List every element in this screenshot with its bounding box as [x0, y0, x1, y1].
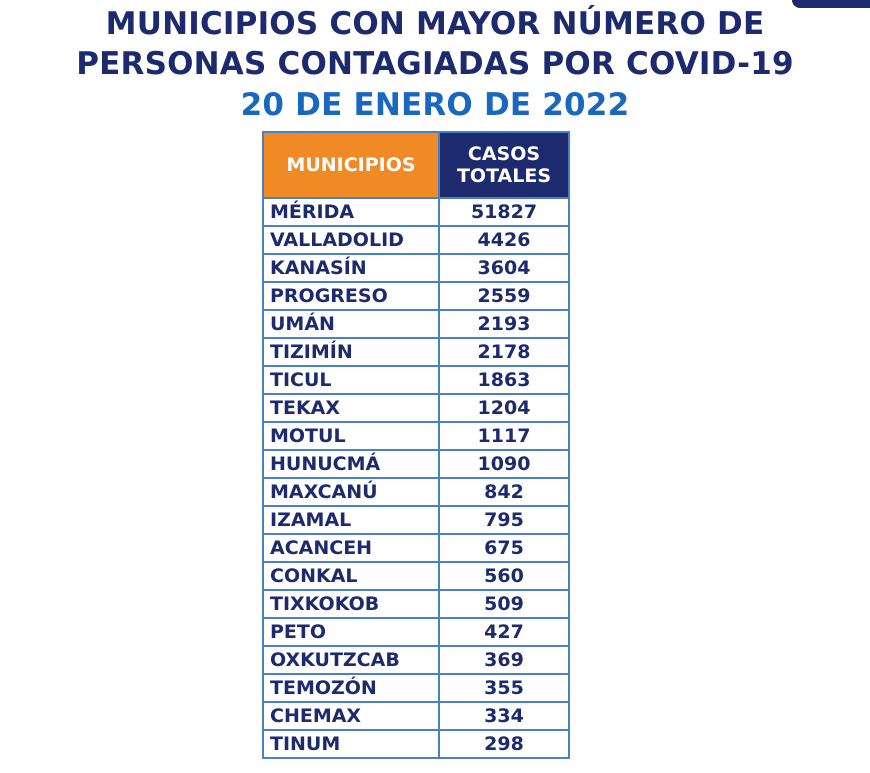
municipio-cell: TIXKOKOB: [263, 590, 439, 618]
municipio-cell: TEKAX: [263, 394, 439, 422]
municipio-cell: TICUL: [263, 366, 439, 394]
municipio-cell: VALLADOLID: [263, 226, 439, 254]
casos-cell: 355: [439, 674, 569, 702]
table-row: [263, 674, 569, 702]
casos-cell: 427: [439, 618, 569, 646]
casos-cell: 560: [439, 562, 569, 590]
table-row: [263, 590, 569, 618]
table-row: [263, 534, 569, 562]
table-row: [263, 282, 569, 310]
casos-cell: 2193: [439, 310, 569, 338]
table-row: [263, 226, 569, 254]
table-row: [263, 506, 569, 534]
municipio-cell: TIZIMÍN: [263, 338, 439, 366]
page-title-line-2: PERSONAS CONTAGIADAS POR COVID-19: [76, 46, 794, 82]
municipio-cell: UMÁN: [263, 310, 439, 338]
municipio-cell: ACANCEH: [263, 534, 439, 562]
table-row: [263, 366, 569, 394]
header-casos-line-1: CASOS: [467, 143, 541, 165]
municipio-cell: PETO: [263, 618, 439, 646]
table-row: [263, 730, 569, 758]
header-casos-line-2: TOTALES: [456, 165, 552, 187]
casos-cell: 298: [439, 730, 569, 758]
table-row: [263, 254, 569, 282]
casos-cell: 795: [439, 506, 569, 534]
table-row: [263, 478, 569, 506]
casos-cell: 842: [439, 478, 569, 506]
municipio-cell: MÉRIDA: [263, 198, 439, 226]
casos-cell: 51827: [439, 198, 569, 226]
municipio-cell: CONKAL: [263, 562, 439, 590]
table-row: [263, 422, 569, 450]
header-casos-totales: [439, 132, 569, 198]
table-row: [263, 310, 569, 338]
table-row: [263, 618, 569, 646]
municipio-cell: MAXCANÚ: [263, 478, 439, 506]
table-row: [263, 562, 569, 590]
table-row: [263, 198, 569, 226]
casos-cell: 2178: [439, 338, 569, 366]
municipio-cell: OXKUTZCAB: [263, 646, 439, 674]
casos-cell: 3604: [439, 254, 569, 282]
municipio-cell: HUNUCMÁ: [263, 450, 439, 478]
table-row: [263, 646, 569, 674]
municipio-cell: IZAMAL: [263, 506, 439, 534]
casos-cell: 369: [439, 646, 569, 674]
casos-cell: 4426: [439, 226, 569, 254]
municipio-cell: TINUM: [263, 730, 439, 758]
casos-cell: 509: [439, 590, 569, 618]
casos-cell: 1117: [439, 422, 569, 450]
casos-cell: 1090: [439, 450, 569, 478]
casos-cell: 1204: [439, 394, 569, 422]
casos-cell: 675: [439, 534, 569, 562]
municipio-cell: TEMOZÓN: [263, 674, 439, 702]
table-body: [263, 198, 569, 758]
page-date: 20 DE ENERO DE 2022: [240, 87, 630, 123]
table-row: [263, 338, 569, 366]
page-title-line-1: MUNICIPIOS CON MAYOR NÚMERO DE: [105, 6, 765, 42]
casos-cell: 334: [439, 702, 569, 730]
cases-table-container: [262, 131, 568, 759]
table-row: [263, 394, 569, 422]
table-header-row: [263, 132, 569, 198]
municipio-cell: PROGRESO: [263, 282, 439, 310]
municipio-cell: MOTUL: [263, 422, 439, 450]
municipio-cell: CHEMAX: [263, 702, 439, 730]
header-municipios: MUNICIPIOS: [263, 132, 439, 198]
cases-table: [262, 131, 570, 759]
casos-cell: 2559: [439, 282, 569, 310]
casos-cell: 1863: [439, 366, 569, 394]
table-row: [263, 702, 569, 730]
municipio-cell: KANASÍN: [263, 254, 439, 282]
table-row: [263, 450, 569, 478]
